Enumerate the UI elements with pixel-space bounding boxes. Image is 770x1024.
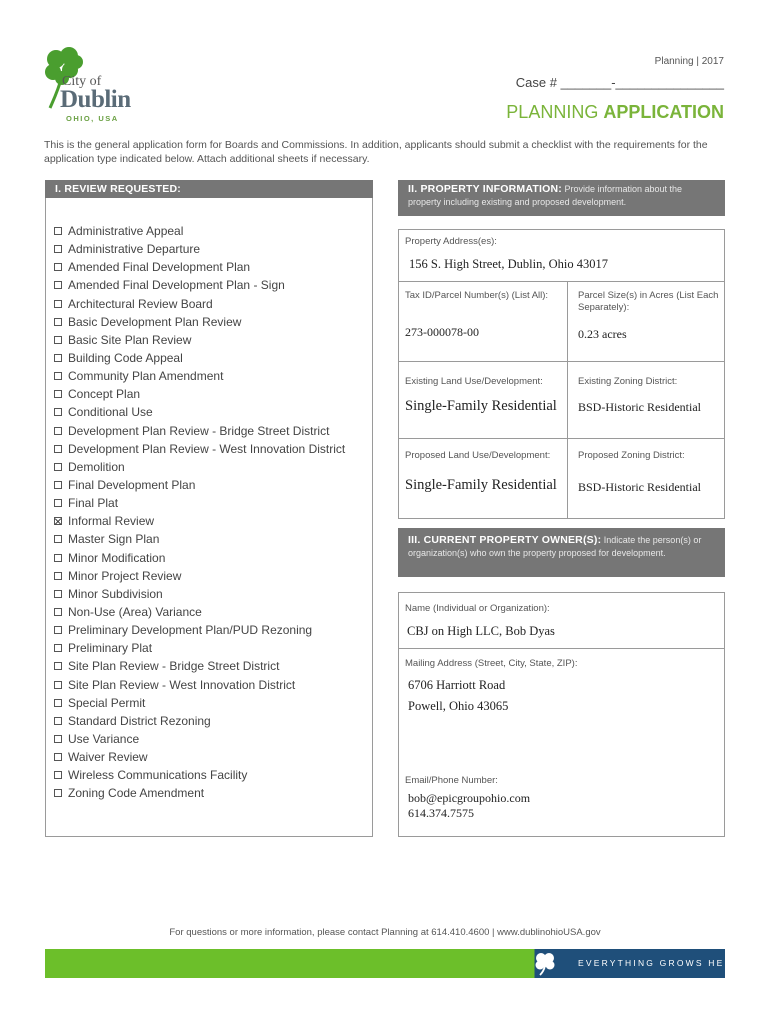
checkbox[interactable] — [54, 753, 62, 761]
property-info-header — [398, 180, 725, 216]
phone-field[interactable]: 614.374.7575 — [408, 806, 474, 820]
parcel-size-label: Parcel Size(s) in Acres (List Each Separately): — [578, 290, 719, 313]
review-option[interactable] — [54, 313, 345, 331]
review-option-label: Use Variance — [68, 732, 140, 746]
review-option[interactable] — [54, 657, 345, 675]
divider — [398, 361, 725, 362]
mailing-address-label: Mailing Address (Street, City, State, ZIP): — [405, 658, 578, 669]
page-title-light: PLANNING — [506, 102, 604, 122]
mailing-address-line1[interactable]: 6706 Harriott Road — [408, 678, 506, 692]
checkbox[interactable] — [54, 608, 62, 616]
review-option[interactable] — [54, 222, 345, 240]
tax-id-field[interactable]: 273-000078-00 — [405, 325, 479, 339]
review-option-label: Community Plan Amendment — [68, 369, 224, 384]
mailing-address-line2[interactable]: Powell, Ohio 43065 — [408, 699, 509, 713]
review-option[interactable] — [54, 639, 345, 657]
property-owner-note: Indicate the person(s) or organization(s) who own the property proposed for development. — [408, 535, 702, 558]
review-option-label: Minor Project Review — [68, 568, 182, 583]
review-option[interactable] — [54, 349, 345, 367]
property-info-note: Provide information about the property including existing and proposed development. — [408, 184, 683, 207]
checkbox[interactable] — [54, 318, 62, 326]
footer-slogan: EVERYTHING GROWS HERE. — [578, 958, 746, 968]
checkbox[interactable] — [54, 481, 62, 489]
owner-name-field[interactable]: CBJ on High LLC, Bob Dyas — [407, 624, 555, 638]
review-option-label: Amended Final Development Plan - Sign — [68, 278, 285, 293]
review-option-label: Demolition — [68, 459, 125, 474]
review-option-label: Preliminary Plat — [68, 641, 153, 656]
review-option[interactable] — [54, 240, 345, 258]
logo-dublin-text: Dublin — [60, 86, 131, 113]
review-option[interactable] — [54, 748, 345, 766]
checkbox[interactable] — [54, 336, 62, 344]
review-option[interactable] — [54, 403, 345, 421]
review-option-label: Development Plan Review - Bridge Street District — [68, 423, 330, 438]
checkbox[interactable] — [54, 771, 62, 779]
property-address-label: Property Address(es): — [405, 236, 497, 247]
checkbox[interactable] — [54, 789, 62, 797]
review-option[interactable] — [54, 458, 345, 476]
review-option[interactable] — [54, 422, 345, 440]
review-option-label: Minor Modification — [68, 550, 166, 565]
divider — [398, 648, 725, 649]
intro-paragraph: This is the general application form for Boards and Commissions. In addition, applicants should submit a checklist with the requirements for the application type indicated below. Attach additional sheets if necessary. — [44, 139, 708, 165]
review-option-label: Site Plan Review - Bridge Street District — [68, 659, 280, 674]
review-option[interactable] — [54, 385, 345, 403]
review-option[interactable] — [54, 585, 345, 603]
review-option-label: Master Sign Plan — [68, 532, 160, 547]
proposed-zoning-label: Proposed Zoning District: — [578, 450, 685, 461]
checkbox[interactable] — [54, 390, 62, 398]
review-option-label: Development Plan Review - West Innovation District — [68, 441, 346, 456]
review-option[interactable] — [54, 530, 345, 548]
review-option-label: Amended Final Development Plan — [68, 260, 251, 275]
divider — [398, 281, 725, 282]
proposed-use-label: Proposed Land Use/Development: — [405, 450, 551, 461]
review-option[interactable] — [54, 784, 345, 802]
divider — [567, 281, 568, 519]
contact-label: Email/Phone Number: — [405, 775, 498, 786]
review-option-label: Architectural Review Board — [68, 296, 213, 311]
checkbox[interactable] — [54, 535, 62, 543]
review-option[interactable] — [54, 549, 345, 567]
property-info-box — [398, 229, 725, 519]
review-option[interactable] — [54, 295, 345, 313]
review-option-label: Non-Use (Area) Variance — [68, 605, 202, 620]
review-option[interactable] — [54, 712, 345, 730]
logo-state-text: OHIO, USA — [66, 114, 119, 123]
checkbox[interactable] — [54, 554, 62, 562]
checkbox[interactable] — [54, 354, 62, 362]
checkbox[interactable] — [54, 372, 62, 380]
review-option-label: Zoning Code Amendment — [68, 786, 205, 801]
review-option-label: Waiver Review — [68, 750, 148, 765]
checkbox[interactable] — [54, 227, 62, 235]
checkbox[interactable] — [54, 681, 62, 689]
checkbox[interactable] — [54, 427, 62, 435]
checkbox[interactable] — [54, 699, 62, 707]
checkbox[interactable] — [54, 499, 62, 507]
checkbox[interactable] — [54, 590, 62, 598]
review-option[interactable] — [54, 621, 345, 639]
checkbox[interactable] — [54, 626, 62, 634]
planning-year: Planning | 2017 — [654, 56, 724, 67]
proposed-zoning-field[interactable]: BSD-Historic Residential — [578, 480, 701, 494]
divider — [398, 438, 725, 439]
checkbox[interactable] — [54, 245, 62, 253]
existing-use-label: Existing Land Use/Development: — [405, 376, 543, 387]
review-option[interactable] — [54, 331, 345, 349]
review-option-label: Final Development Plan — [68, 478, 196, 493]
review-option[interactable] — [54, 766, 345, 784]
review-option-label: Concept Plan — [68, 387, 141, 402]
page-title — [506, 102, 724, 123]
review-option[interactable] — [54, 730, 345, 748]
checkbox[interactable] — [54, 717, 62, 725]
checkbox[interactable] — [54, 445, 62, 453]
review-option[interactable] — [54, 440, 345, 458]
review-option[interactable] — [54, 603, 345, 621]
existing-zoning-label: Existing Zoning District: — [578, 376, 678, 387]
owner-name-label: Name (Individual or Organization): — [405, 603, 550, 614]
review-option-label: Wireless Communications Facility — [68, 768, 248, 783]
checkbox[interactable] — [54, 463, 62, 471]
review-option[interactable] — [54, 567, 345, 585]
logo-city-text: City of — [62, 74, 102, 89]
review-option[interactable] — [54, 276, 345, 294]
review-requested-header — [45, 180, 373, 198]
review-option[interactable] — [54, 494, 345, 512]
review-option[interactable] — [54, 694, 345, 712]
review-option[interactable] — [54, 476, 345, 494]
review-option-label: Minor Subdivision — [68, 586, 163, 601]
checkbox[interactable] — [54, 517, 62, 525]
checkbox[interactable] — [54, 644, 62, 652]
case-number-field[interactable]: Case # _______-_______________ — [515, 75, 724, 90]
review-option-label: Basic Development Plan Review — [68, 314, 242, 329]
existing-use-field[interactable]: Single-Family Residential — [405, 398, 557, 414]
property-address-field[interactable]: 156 S. High Street, Dublin, Ohio 43017 — [409, 257, 608, 271]
review-option-label: Informal Review — [68, 514, 155, 529]
existing-zoning-field[interactable]: BSD-Historic Residential — [578, 400, 701, 414]
parcel-size-field[interactable]: 0.23 acres — [578, 327, 627, 341]
tax-id-label: Tax ID/Parcel Number(s) (List All): — [405, 290, 549, 301]
checkbox[interactable] — [54, 300, 62, 308]
proposed-use-field[interactable]: Single-Family Residential — [405, 477, 557, 493]
review-option-label: Basic Site Plan Review — [68, 332, 192, 347]
review-option[interactable] — [54, 676, 345, 694]
property-owner-heading: III. CURRENT PROPERTY OWNER(S): — [408, 534, 602, 546]
footer-contact: For questions or more information, please contact Planning at 614.410.4600 | www.dublinohioUSA.gov — [169, 927, 601, 938]
review-option-label: Final Plat — [68, 496, 119, 511]
shamrock-icon — [532, 950, 558, 977]
checkbox[interactable] — [54, 408, 62, 416]
checkbox[interactable] — [54, 662, 62, 670]
page-title-bold: APPLICATION — [603, 102, 724, 122]
review-option[interactable] — [54, 258, 345, 276]
checkbox[interactable] — [54, 735, 62, 743]
review-option[interactable] — [54, 367, 345, 385]
review-option-label: Building Code Appeal — [68, 351, 183, 366]
review-options-list — [54, 222, 345, 803]
email-field[interactable]: bob@epicgroupohio.com — [408, 791, 531, 805]
checkbox[interactable] — [54, 281, 62, 289]
checkbox[interactable] — [54, 263, 62, 271]
review-option-label: Administrative Departure — [68, 242, 201, 257]
review-option-label: Administrative Appeal — [68, 224, 184, 239]
review-requested-heading: I. REVIEW REQUESTED: — [55, 183, 181, 195]
review-option-label: Preliminary Development Plan/PUD Rezoning — [68, 623, 313, 638]
property-owner-header — [398, 528, 725, 577]
checkbox[interactable] — [54, 572, 62, 580]
review-option-label: Conditional Use — [68, 405, 153, 420]
property-info-heading: II. PROPERTY INFORMATION: — [408, 183, 562, 195]
review-option-label: Special Permit — [68, 695, 146, 710]
review-option[interactable] — [54, 512, 345, 530]
review-option-label: Standard District Rezoning — [68, 713, 211, 728]
review-option-label: Site Plan Review - West Innovation District — [68, 677, 296, 692]
